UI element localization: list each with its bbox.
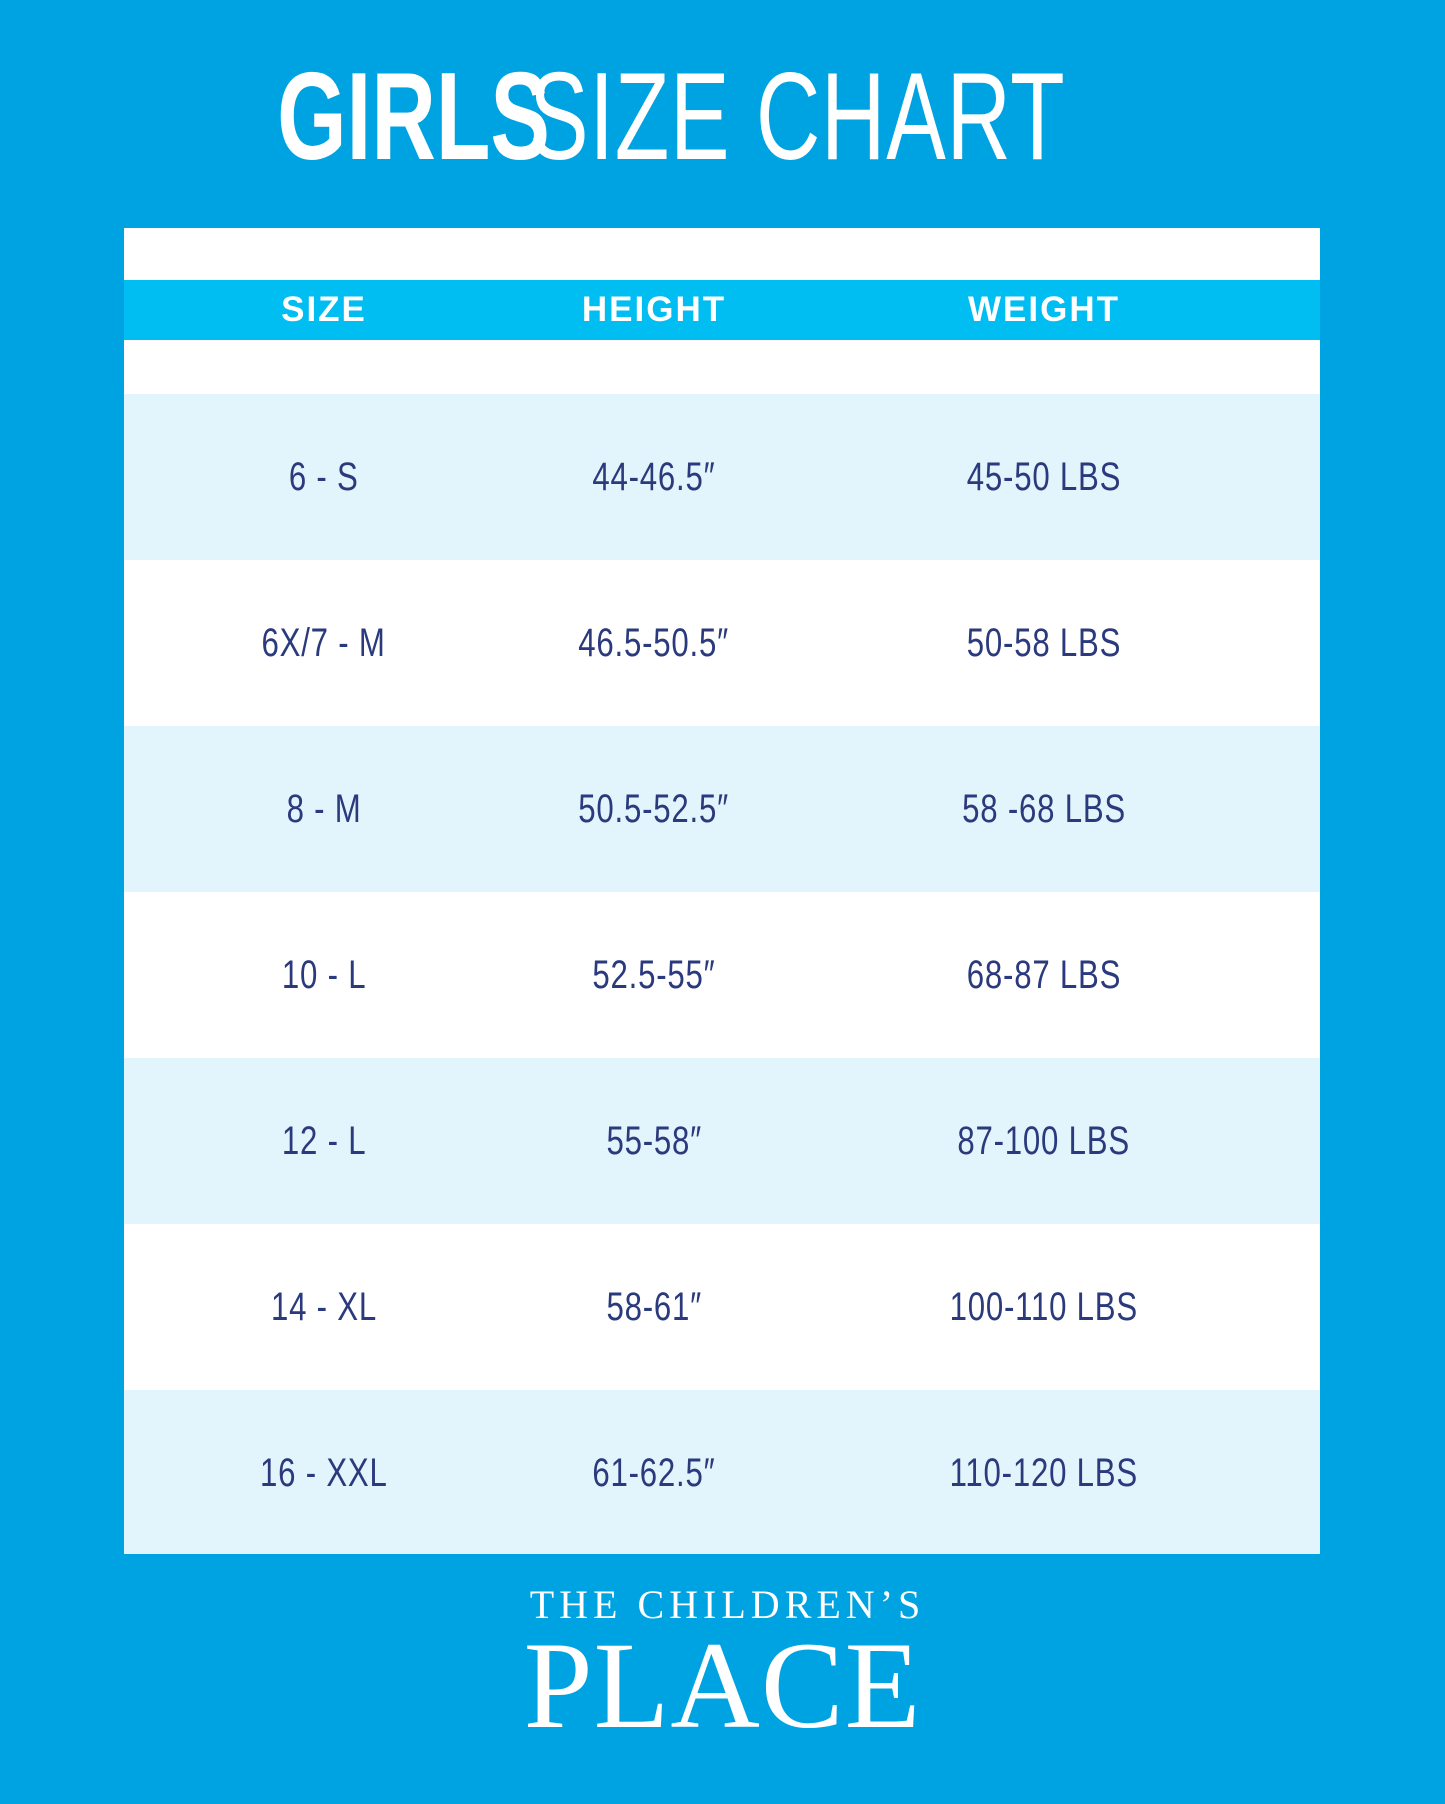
header-height: HEIGHT [581,290,727,329]
height-cell: 61-62.5″ [592,1451,716,1495]
weight-cell: 110-120 LBS [949,1451,1139,1495]
size-cell: 14 - XL [270,1285,378,1329]
weight-cell: 68-87 LBS [966,953,1122,997]
size-cell: 12 - L [281,1119,367,1163]
table-row [124,560,1320,726]
weight-cell: 58 -68 LBS [962,787,1126,831]
weight-cell: 45-50 LBS [966,455,1122,499]
size-cell: 10 - L [281,953,367,997]
table-row [124,1058,1320,1224]
height-cell: 52.5-55″ [592,953,716,997]
header-weight: WEIGHT [968,290,1120,329]
height-cell: 46.5-50.5″ [578,621,730,665]
size-table [124,228,1320,1554]
size-cell: 8 - M [286,787,362,831]
table-row [124,892,1320,1058]
logo-line-top: THE CHILDREN’S [529,1582,926,1627]
title-light-words: SIZE CHART [528,48,1066,186]
weight-cell: 50-58 LBS [966,621,1122,665]
table-row [124,1390,1320,1554]
header-size: SIZE [281,290,367,329]
height-cell: 44-46.5″ [592,455,716,499]
size-cell: 16 - XXL [260,1451,388,1495]
height-cell: 50.5-52.5″ [578,787,730,831]
logo-line-bottom: PLACE [523,1617,922,1754]
weight-cell: 87-100 LBS [957,1119,1131,1163]
table-row [124,394,1320,560]
height-cell: 58-61″ [606,1285,702,1329]
table-header-row [124,280,1320,340]
table-row [124,1224,1320,1390]
height-cell: 55-58″ [606,1119,702,1163]
table-row [124,726,1320,892]
title-bold-word: GIRLS [277,48,551,186]
weight-cell: 100-110 LBS [949,1285,1139,1329]
size-cell: 6X/7 - M [261,621,387,665]
size-cell: 6 - S [289,455,359,499]
childrens-place-logo [0,1582,1445,1754]
page-title [0,48,1445,186]
